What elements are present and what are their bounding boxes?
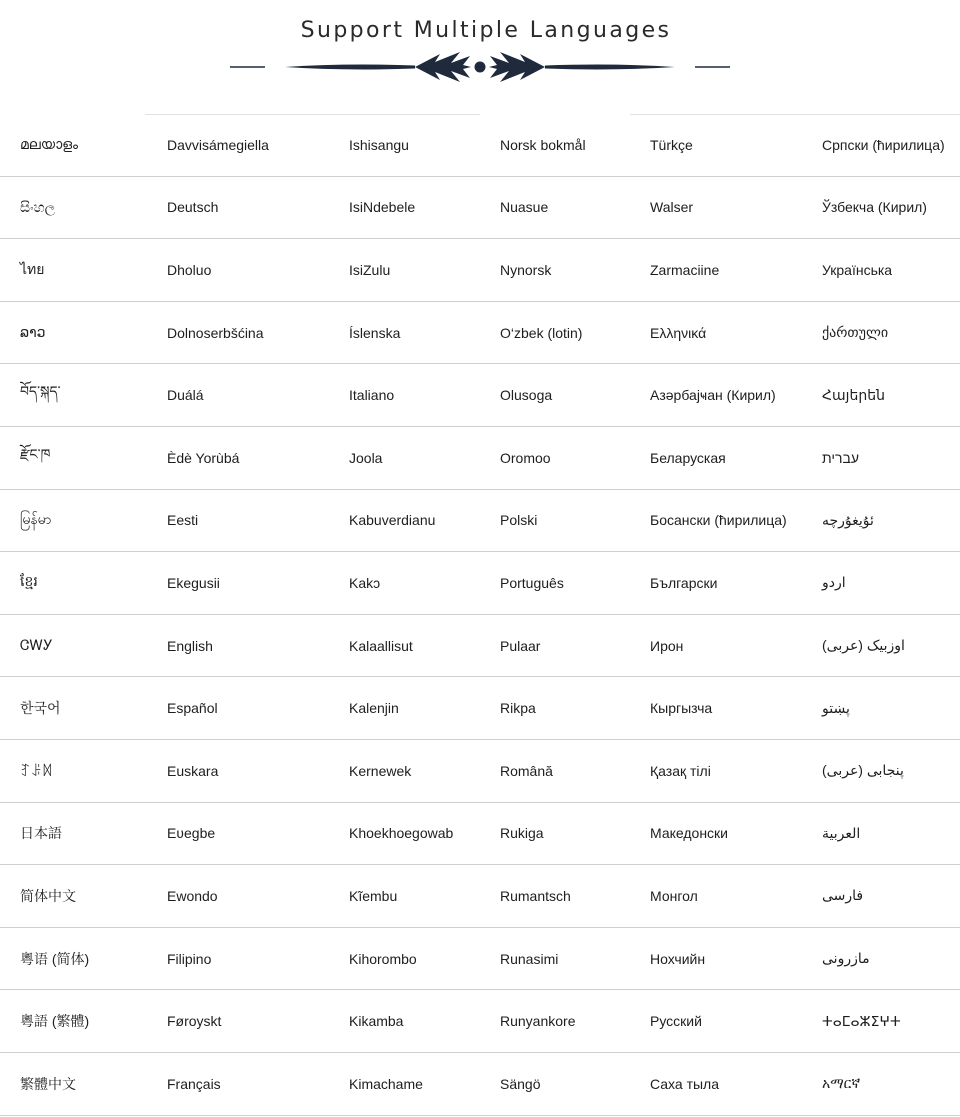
language-name: Монгол bbox=[650, 887, 698, 904]
language-name: Kimachame bbox=[349, 1075, 423, 1092]
language-name: Filipino bbox=[167, 950, 212, 967]
language-name: 日本語 bbox=[20, 825, 62, 842]
language-name: العربية bbox=[822, 824, 861, 841]
language-name: پنجابی (عربی) bbox=[822, 762, 904, 779]
language-name: Rikpa bbox=[500, 700, 536, 717]
language-name: Ekegusii bbox=[167, 574, 220, 591]
language-name: Oromoo bbox=[500, 449, 551, 466]
language-name: Pulaar bbox=[500, 637, 541, 654]
language-name: Runasimi bbox=[500, 950, 559, 967]
table-row bbox=[0, 803, 960, 866]
table-row bbox=[0, 427, 960, 490]
language-name: Українська bbox=[822, 261, 893, 278]
language-name: Саха тыла bbox=[650, 1075, 720, 1092]
language-name: ꆈꌠꉙ bbox=[20, 762, 53, 779]
language-name: മലയാളം bbox=[20, 136, 79, 153]
language-name: සිංහල bbox=[20, 198, 56, 215]
language-name: Kalaallisut bbox=[349, 637, 413, 654]
table-row bbox=[0, 677, 960, 740]
language-name: Duálá bbox=[167, 387, 204, 404]
language-name: ئۇيغۇرچە bbox=[822, 511, 874, 528]
language-name: Rukiga bbox=[500, 825, 544, 842]
language-name: Polski bbox=[500, 512, 538, 529]
language-name: Khoekhoegowab bbox=[349, 825, 454, 842]
language-name: Kabuverdianu bbox=[349, 512, 436, 529]
language-name: Português bbox=[500, 574, 564, 591]
language-name: Ishisangu bbox=[349, 136, 409, 153]
language-name: 한국어 bbox=[20, 700, 61, 717]
language-name: 简体中文 bbox=[20, 887, 76, 904]
language-name: Русский bbox=[650, 1013, 702, 1030]
language-name: Deutsch bbox=[167, 199, 219, 216]
language-name: བོད་སྐད་ bbox=[20, 383, 61, 400]
language-name: မြန်မာ bbox=[20, 510, 52, 527]
language-table bbox=[0, 114, 960, 1116]
language-name: Български bbox=[650, 574, 718, 591]
language-name: Joola bbox=[349, 449, 383, 466]
language-name: Kikamba bbox=[349, 1013, 404, 1030]
language-name: Kihorombo bbox=[349, 950, 417, 967]
language-name: ລາວ bbox=[20, 324, 46, 341]
table-row bbox=[0, 114, 960, 177]
language-name: Èdè Yorùbá bbox=[167, 449, 240, 466]
language-name: پښتو bbox=[822, 699, 850, 716]
language-name: English bbox=[167, 637, 213, 654]
table-row bbox=[0, 177, 960, 240]
language-name: Ўзбекча (Кирил) bbox=[822, 199, 927, 216]
table-row bbox=[0, 302, 960, 365]
language-name: 繁體中文 bbox=[20, 1075, 76, 1092]
language-name: Nuasue bbox=[500, 199, 549, 216]
language-name: Kalenjin bbox=[349, 700, 399, 717]
language-name: Азәрбајҹан (Кирил) bbox=[650, 387, 776, 404]
table-row bbox=[0, 490, 960, 553]
language-name: Dholuo bbox=[167, 261, 212, 278]
language-name: Eʋegbe bbox=[167, 825, 216, 842]
language-name: Dolnoserbšćina bbox=[167, 324, 264, 341]
language-name: རྫོང་ཁ bbox=[20, 445, 51, 462]
language-name: ខ្មែរ bbox=[20, 573, 38, 590]
language-name: 粵語 (繁體) bbox=[20, 1013, 90, 1030]
language-name: ქართული bbox=[822, 324, 889, 341]
language-name: Ελληνικά bbox=[650, 324, 707, 341]
language-name: Eesti bbox=[167, 512, 199, 529]
language-name: Zarmaciine bbox=[650, 261, 720, 278]
language-name: Norsk bokmål bbox=[500, 136, 586, 153]
language-name: Kakɔ bbox=[349, 574, 381, 591]
table-row bbox=[0, 1053, 960, 1116]
language-name: Olusoga bbox=[500, 387, 553, 404]
language-name: IsiZulu bbox=[349, 261, 391, 278]
decorative-divider-icon bbox=[225, 50, 735, 84]
table-row bbox=[0, 865, 960, 928]
language-name: Македонски bbox=[650, 825, 728, 842]
table-row bbox=[0, 990, 960, 1053]
table-row bbox=[0, 928, 960, 991]
language-name: Kernewek bbox=[349, 762, 412, 779]
language-name: Walser bbox=[650, 199, 694, 216]
table-row bbox=[0, 239, 960, 302]
language-name: ⵜⴰⵎⴰⵣⵉⵖⵜ bbox=[822, 1012, 901, 1029]
language-name: Italiano bbox=[349, 387, 395, 404]
language-name: Sängö bbox=[500, 1075, 541, 1092]
language-name: Nynorsk bbox=[500, 261, 552, 278]
language-name: ᏣᎳᎩ bbox=[20, 637, 53, 654]
language-name: አማርኛ bbox=[822, 1075, 861, 1092]
language-name: Ewondo bbox=[167, 887, 218, 904]
language-name: Türkçe bbox=[650, 136, 693, 153]
page-title: Support Multiple Languages bbox=[300, 18, 672, 43]
language-name: Runyankore bbox=[500, 1013, 576, 1030]
language-name: Føroyskt bbox=[167, 1013, 222, 1030]
language-name: Беларуская bbox=[650, 449, 726, 466]
language-name: فارسی bbox=[822, 887, 864, 904]
language-name: Davvisámegiella bbox=[167, 136, 269, 153]
language-name: Español bbox=[167, 700, 218, 717]
language-name: Rumantsch bbox=[500, 887, 571, 904]
language-name: Ирон bbox=[650, 637, 684, 654]
table-row bbox=[0, 615, 960, 678]
table-row bbox=[0, 740, 960, 803]
language-name: Босански (ћирилица) bbox=[650, 512, 787, 529]
language-name: Euskara bbox=[167, 762, 219, 779]
language-name: Нохчийн bbox=[650, 950, 706, 967]
language-name: Српски (ћирилица) bbox=[822, 136, 945, 153]
language-name: اردو bbox=[822, 574, 846, 591]
language-name: اوزبیک (عربی) bbox=[822, 637, 905, 654]
language-name: IsiNdebele bbox=[349, 199, 416, 216]
language-name: 粵语 (简体) bbox=[20, 950, 90, 967]
header bbox=[0, 0, 960, 120]
language-name: Հայերեն bbox=[822, 386, 885, 403]
language-name: Қазақ тілі bbox=[650, 762, 711, 779]
language-name: Română bbox=[500, 762, 553, 779]
table-row bbox=[0, 364, 960, 427]
language-name: Français bbox=[167, 1075, 221, 1092]
language-name: עברית bbox=[822, 449, 860, 466]
language-name: Íslenska bbox=[349, 324, 401, 341]
language-name: O‘zbek (lotin) bbox=[500, 324, 583, 341]
language-name: Кыргызча bbox=[650, 700, 713, 717]
language-name: مازرونی bbox=[822, 950, 870, 967]
table-row bbox=[0, 552, 960, 615]
language-name: ไทย bbox=[20, 260, 45, 277]
language-name: Kĩembu bbox=[349, 887, 398, 904]
